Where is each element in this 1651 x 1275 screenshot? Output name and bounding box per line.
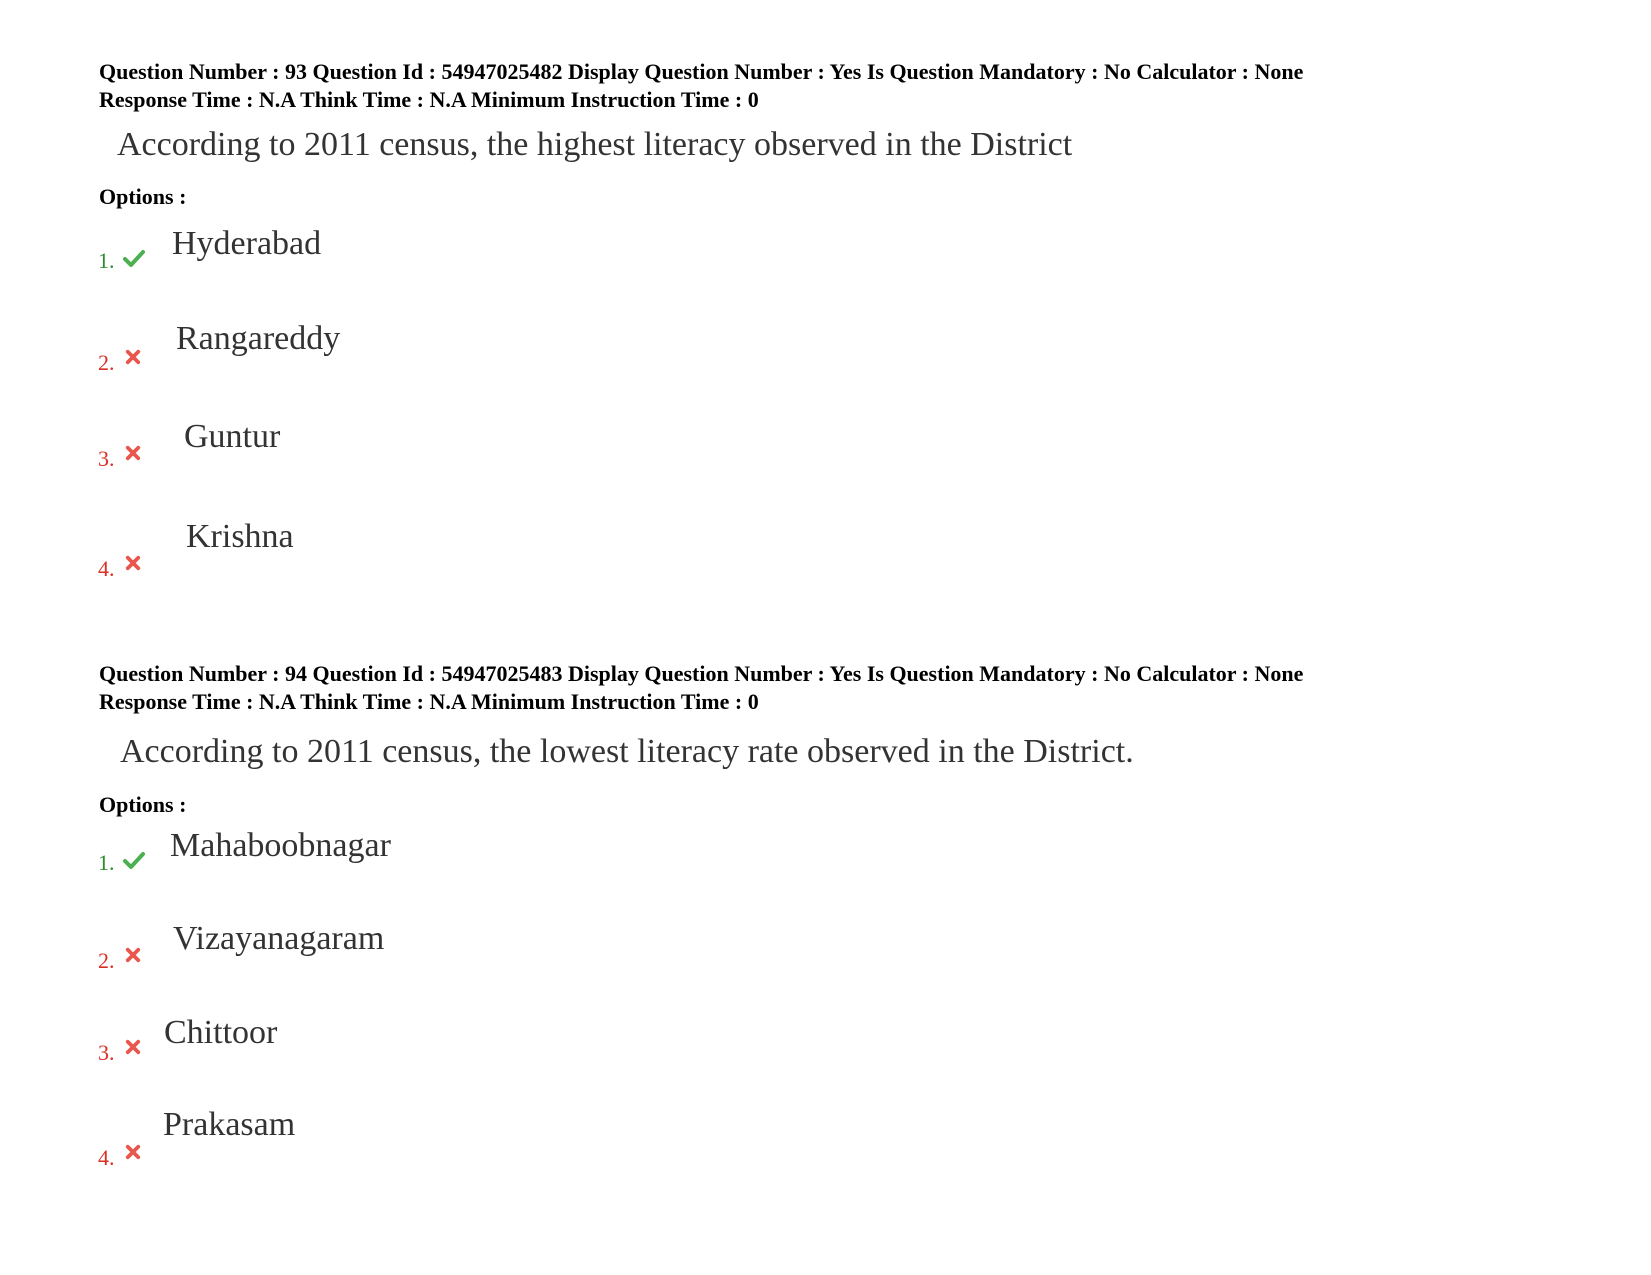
options-label: Options : — [99, 792, 187, 817]
option-text: Guntur — [184, 418, 281, 455]
question-meta-line1: Question Number : 93 Question Id : 54947025482 Display Question Number : Yes Is Question Mandatory : No Calculator : None — [99, 59, 1304, 84]
question-meta-line1: Question Number : 94 Question Id : 54947025483 Display Question Number : Yes Is Question Mandatory : No Calculator : None — [99, 661, 1304, 686]
options-label: Options : — [99, 184, 187, 209]
cross-icon — [124, 348, 142, 366]
option-number: 4. — [98, 556, 115, 581]
option-text: Hyderabad — [172, 225, 322, 262]
option-text: Vizayanagaram — [173, 920, 385, 957]
option-number: 1. — [98, 248, 115, 273]
question-meta-line2: Response Time : N.A Think Time : N.A Minimum Instruction Time : 0 — [99, 87, 759, 112]
cross-icon — [124, 946, 142, 964]
option-number: 3. — [98, 1040, 115, 1065]
question-text: According to 2011 census, the highest literacy observed in the District — [117, 126, 1073, 163]
question-meta-line2: Response Time : N.A Think Time : N.A Minimum Instruction Time : 0 — [99, 689, 759, 714]
cross-icon — [124, 554, 142, 572]
check-icon — [122, 848, 146, 872]
cross-icon — [124, 444, 142, 462]
option-text: Mahaboobnagar — [170, 827, 391, 864]
option-number: 1. — [98, 850, 115, 875]
option-number: 3. — [98, 446, 115, 471]
option-number: 2. — [98, 350, 115, 375]
option-number: 2. — [98, 948, 115, 973]
option-number: 4. — [98, 1145, 115, 1170]
question-text: According to 2011 census, the lowest literacy rate observed in the District. — [120, 733, 1134, 770]
cross-icon — [124, 1038, 142, 1056]
option-text: Krishna — [186, 518, 294, 555]
cross-icon — [124, 1143, 142, 1161]
option-text: Prakasam — [163, 1106, 296, 1143]
option-text: Rangareddy — [176, 320, 341, 357]
check-icon — [122, 246, 146, 270]
option-text: Chittoor — [164, 1014, 278, 1051]
